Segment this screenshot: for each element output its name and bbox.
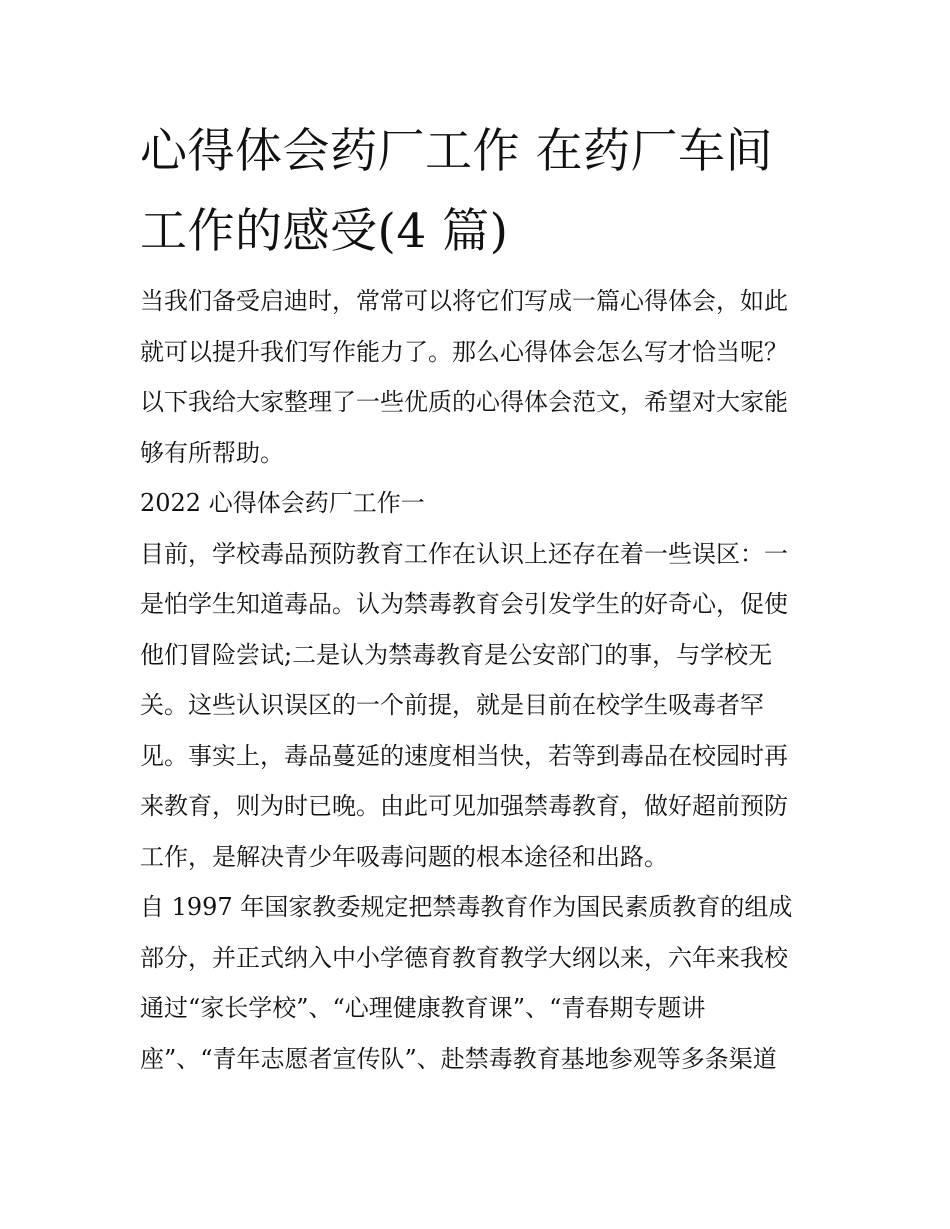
text-line: 自 1997 年国家教委规定把禁毒教育作为国民素质教育的组成 <box>140 893 793 921</box>
text-line: 他们冒险尝试;二是认为禁毒教育是公安部门的事，与学校无 <box>140 640 773 669</box>
text-line: 当我们备受启迪时，常常可以将它们写成一篇心得体会，如此 <box>140 287 788 315</box>
text-line: 就可以提升我们写作能力了。那么心得体会怎么写才恰当呢？ <box>140 337 788 366</box>
paragraph-body-1 <box>140 529 830 883</box>
text-line: 来教育，则为时已晚。由此可见加强禁毒教育，做好超前预防 <box>140 792 788 820</box>
text-line: 见。事实上，毒品蔓延的速度相当快，若等到毒品在校园时再 <box>140 741 788 770</box>
text-line: 够有所帮助。 <box>140 438 284 467</box>
document-body <box>140 276 830 1084</box>
title-line: 心得体会药厂工作 在药厂车间 <box>140 124 773 179</box>
text-line: 关。这些认识误区的一个前提，就是目前在校学生吸毒者罕 <box>140 691 764 719</box>
text-line: 是怕学生知道毒品。认为禁毒教育会引发学生的好奇心，促使 <box>140 590 788 618</box>
paragraph-body-2 <box>140 882 830 1084</box>
text-line: 工作，是解决青少年吸毒问题的根本途径和出路。 <box>140 842 668 871</box>
text-line: 部分，并正式纳入中小学德育教育教学大纲以来，六年来我校 <box>140 943 788 972</box>
text-line: 座”、“青年志愿者宣传队”、赴禁毒教育基地参观等多条渠道 <box>140 1044 777 1073</box>
text-line: 目前，学校毒品预防教育工作在认识上还存在着一些误区：一 <box>140 539 788 568</box>
section-heading <box>140 478 830 529</box>
text-line: 通过“家长学校”、“心理健康教育课”、“青春期专题讲 <box>140 994 706 1022</box>
document-title <box>140 112 820 272</box>
text-line: 以下我给大家整理了一些优质的心得体会范文，希望对大家能 <box>140 388 788 416</box>
title-line: 工作的感受(4 篇) <box>140 204 509 259</box>
paragraph-intro <box>140 276 830 478</box>
section-heading-text: 2022 心得体会药厂工作一 <box>140 489 425 517</box>
